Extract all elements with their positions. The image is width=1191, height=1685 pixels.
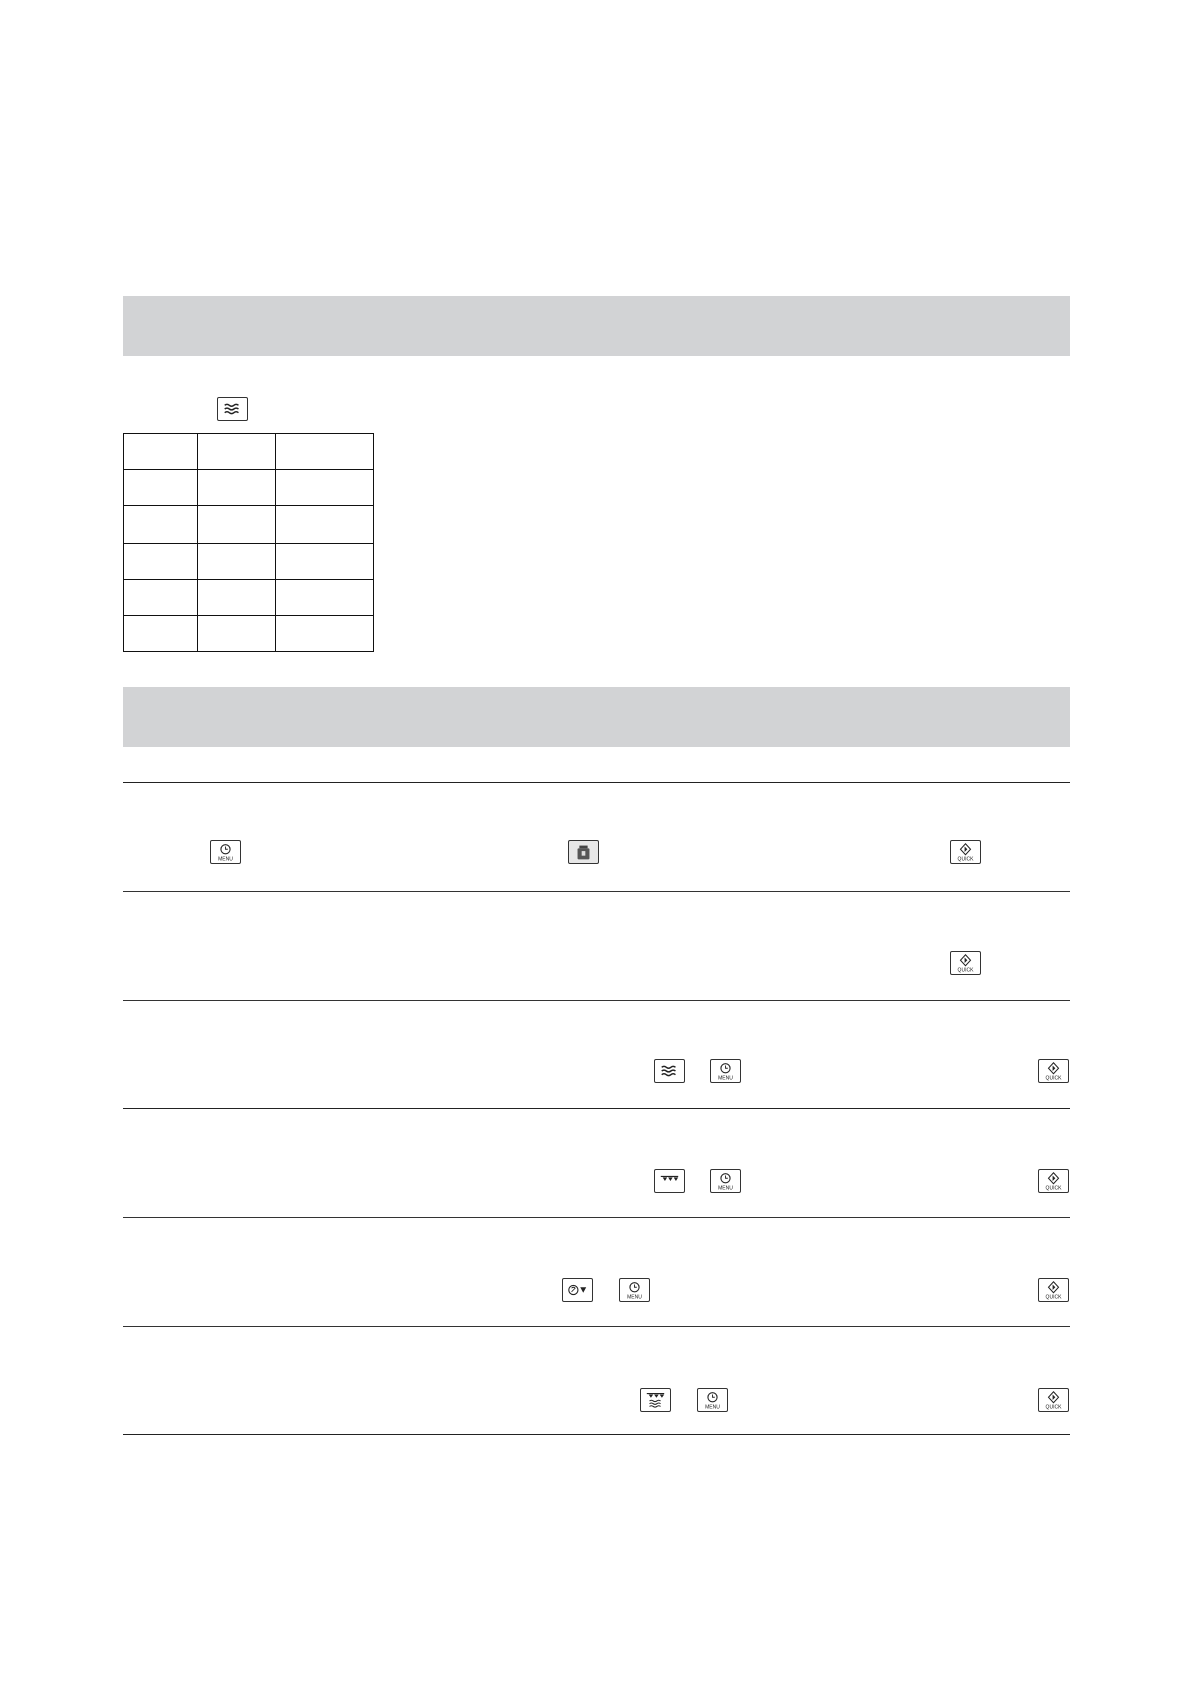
table-cell: [124, 580, 198, 616]
weight-icon: [568, 840, 599, 864]
clock-menu-icon: [697, 1388, 728, 1412]
table-cell: [276, 506, 374, 544]
table-cell: [276, 470, 374, 506]
quick-key-text: QUICK: [957, 856, 974, 863]
table-cell: [198, 434, 276, 470]
quick-key-text: QUICK: [1045, 1294, 1062, 1301]
table-rule: [123, 1217, 1070, 1218]
table-cell: [124, 434, 198, 470]
table-rule: [123, 891, 1070, 892]
section-header-band: [123, 296, 1070, 356]
table-cell: [198, 470, 276, 506]
menu-key-text: MENU: [627, 1294, 642, 1301]
section-header-band: [123, 687, 1070, 747]
table-cell: [276, 434, 374, 470]
table-cell: [276, 544, 374, 580]
grill-icon: [654, 1169, 685, 1193]
quick-key-text: QUICK: [1045, 1075, 1062, 1082]
table-rule: [123, 1434, 1070, 1435]
quick-start-icon: [1038, 1278, 1069, 1302]
quick-key-text: QUICK: [1045, 1185, 1062, 1192]
table-rule: [123, 1000, 1070, 1001]
power-level-table: [123, 433, 374, 652]
table-cell: [276, 616, 374, 652]
table-cell: [198, 616, 276, 652]
clock-menu-icon: [710, 1059, 741, 1083]
table-cell: [124, 544, 198, 580]
microwave-wave-icon: [654, 1059, 685, 1083]
menu-key-text: MENU: [718, 1185, 733, 1192]
table-rule: [123, 782, 1070, 783]
quick-key-text: QUICK: [957, 967, 974, 974]
table-row: [124, 580, 374, 616]
quick-start-icon: [1038, 1059, 1069, 1083]
defrost-icon: [562, 1278, 593, 1302]
table-cell: [124, 616, 198, 652]
quick-start-icon: [1038, 1169, 1069, 1193]
menu-key-text: MENU: [705, 1404, 720, 1411]
grill-microwave-combi-icon: [640, 1388, 671, 1412]
table-cell: [198, 580, 276, 616]
menu-key-text: MENU: [218, 856, 233, 863]
table-rule: [123, 1108, 1070, 1109]
table-row: [124, 544, 374, 580]
table-rule: [123, 1326, 1070, 1327]
menu-key-text: MENU: [718, 1075, 733, 1082]
quick-start-icon: [950, 951, 981, 975]
table-cell: [124, 470, 198, 506]
clock-menu-icon: [710, 1169, 741, 1193]
table-cell: [124, 506, 198, 544]
quick-start-icon: [1038, 1388, 1069, 1412]
table-cell: [198, 544, 276, 580]
table-row: [124, 470, 374, 506]
clock-menu-icon: [619, 1278, 650, 1302]
quick-key-text: QUICK: [1045, 1404, 1062, 1411]
clock-menu-icon: [210, 840, 241, 864]
table-row: [124, 506, 374, 544]
table-cell: [276, 580, 374, 616]
table-cell: [198, 506, 276, 544]
quick-start-icon: [950, 840, 981, 864]
table-header-row: [124, 434, 374, 470]
microwave-wave-icon: [217, 397, 248, 421]
table-row: [124, 616, 374, 652]
